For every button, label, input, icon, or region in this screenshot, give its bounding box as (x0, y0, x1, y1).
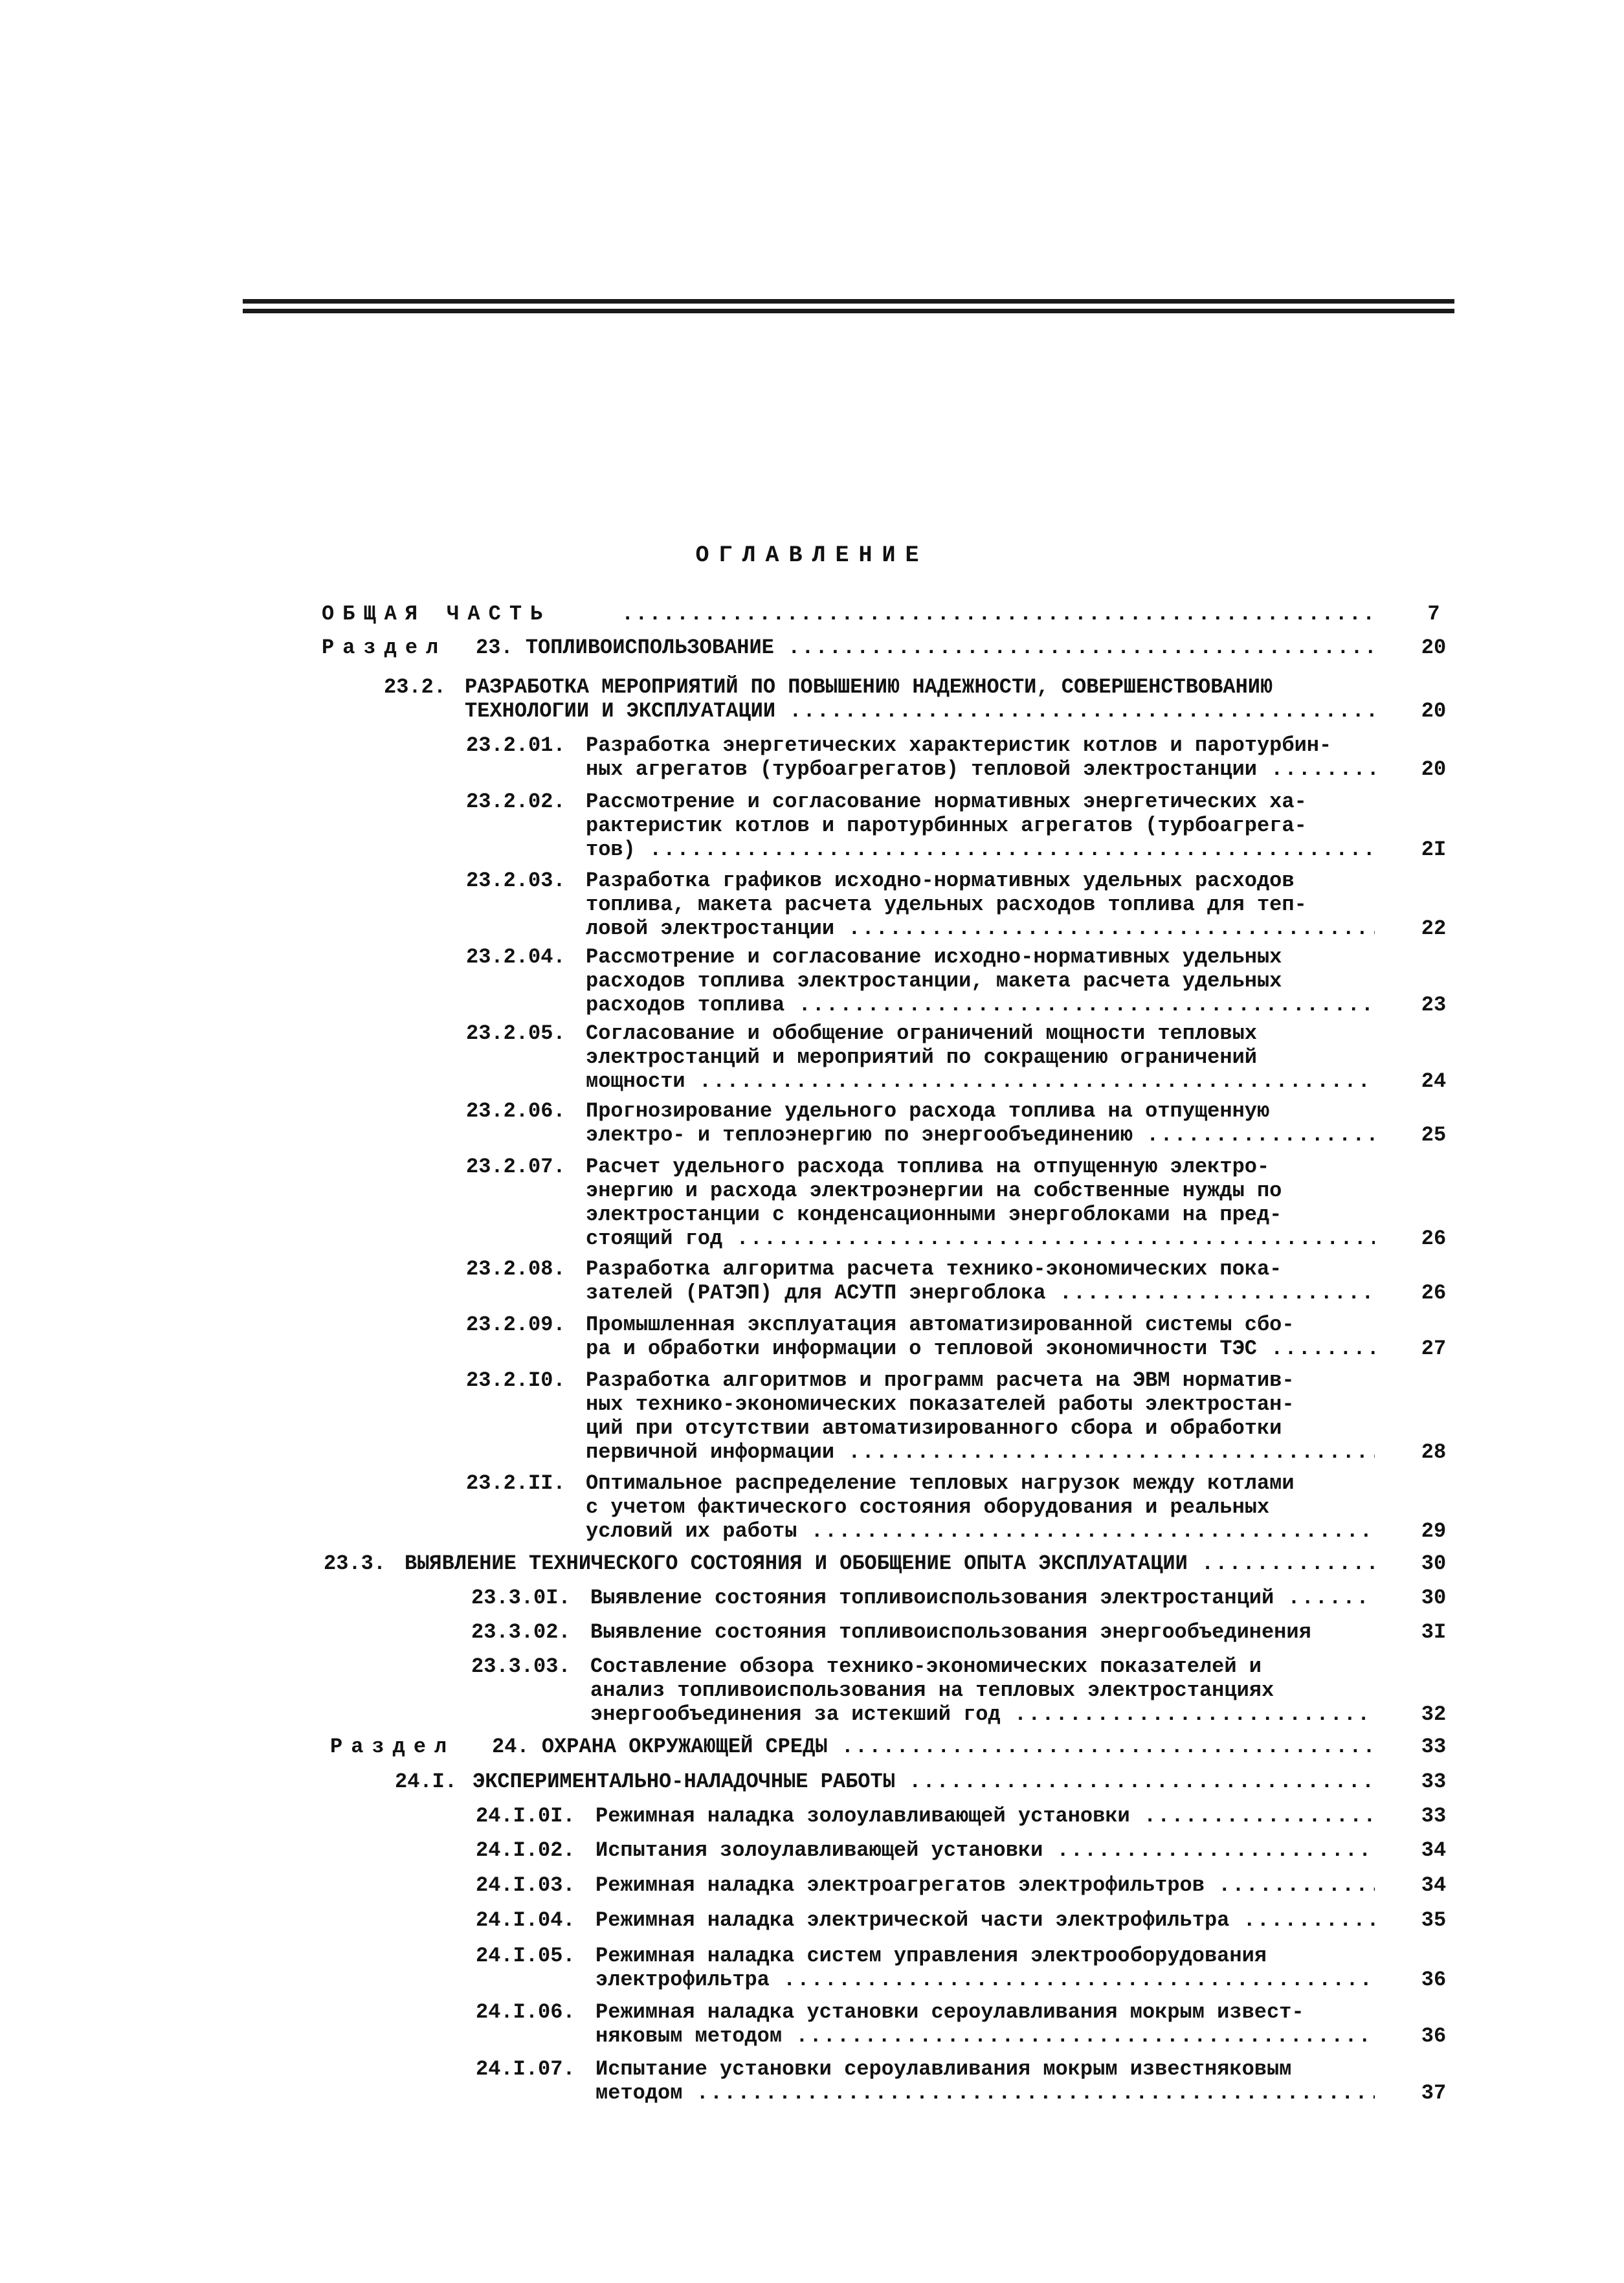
entry-page: 20 (1421, 699, 1447, 723)
entry-number: 23.2.06. (466, 1099, 566, 1123)
entry-page: 7 (1427, 602, 1440, 626)
entry-line: ЭКСПЕРИМЕНТАЛЬНО-НАЛАДОЧНЫЕ РАБОТЫ ..... (473, 1770, 1375, 1794)
entry-line: зателей (РАТЭП) для АСУТП энергоблока ..... (586, 1281, 1375, 1305)
entry-number: 23.2.II. (466, 1471, 566, 1495)
entry-number: 24.I.02. (476, 1838, 575, 1862)
entry-line: ных технико-экономических показателей работы электростан- (586, 1392, 1295, 1416)
entry-page: 26 (1421, 1227, 1447, 1251)
entry-line: расходов топлива ..... (586, 993, 1375, 1017)
entry-page: 36 (1421, 2024, 1447, 2048)
entry-line: Составление обзора технико-экономических показателей и (590, 1654, 1262, 1678)
entry-number: 23.2.I0. (466, 1368, 566, 1392)
toc-entry-23-3-03[interactable] (0, 1654, 1624, 1726)
entry-line: электростанций и мероприятий по сокращению ограничений (586, 1045, 1257, 1069)
entry-line: Согласование и обобщение ограничений мощности тепловых (586, 1021, 1257, 1045)
entry-line: Испытания золоулавливающей установки ..... (595, 1838, 1375, 1862)
entry-line: ра и обработки информации о тепловой экономичности ТЭС ..... (586, 1337, 1375, 1361)
entry-page: 33 (1421, 1804, 1447, 1828)
entry-line: электростанции с конденсационными энергоблоками на пред- (586, 1203, 1282, 1227)
entry-page: 20 (1421, 757, 1447, 781)
toc-entry-23-2-04[interactable] (0, 945, 1624, 1017)
top-rule-upper (243, 299, 1454, 304)
entry-line: ных агрегатов (турбоагрегатов) тепловой электростанции ..... (586, 757, 1375, 781)
entry-line: энергию и расхода электроэнергии на собственные нужды по (586, 1179, 1282, 1203)
entry-number: 24.I.04. (476, 1908, 575, 1932)
entry-line: Режимная наладка систем управления электрооборудования (595, 1944, 1267, 1968)
entry-page: 2I (1421, 838, 1447, 862)
entry-line: энергообъединения за истекший год ..... (590, 1702, 1375, 1726)
toc-entry-24-1-07[interactable] (0, 2057, 1624, 2105)
toc-entry-23-2-02[interactable] (0, 790, 1624, 862)
toc-entry-23-2-06[interactable] (0, 1099, 1624, 1147)
entry-number: 23.2.05. (466, 1021, 566, 1045)
entry-number: 23.2. (384, 675, 447, 699)
entry-page: 34 (1421, 1838, 1447, 1862)
entry-line: электрофильтра ..... (595, 1968, 1375, 1992)
entry-line: стоящий год ..... (586, 1227, 1375, 1251)
toc-entry-23-2-05[interactable] (0, 1021, 1624, 1093)
entry-line: Оптимальное распределение тепловых нагрузок между котлами (586, 1471, 1295, 1495)
toc-entry-23-2-08[interactable] (0, 1257, 1624, 1305)
entry-line: Разработка графиков исходно-нормативных удельных расходов (586, 869, 1295, 893)
entry-number: 23.2.07. (466, 1155, 566, 1179)
entry-number: 23.3. (324, 1552, 386, 1576)
entry-number: 23.2.02. (466, 790, 566, 814)
entry-line: Режимная наладка электрической части электрофильтра ..... (595, 1908, 1375, 1932)
toc-entry-23-2-03[interactable] (0, 869, 1624, 941)
toc-entry-23-3[interactable] (0, 1552, 1624, 1576)
entry-line: 23. ТОПЛИВОИСПОЛЬЗОВАНИЕ ..... (476, 636, 1375, 660)
entry-line: тов) ..... (586, 838, 1375, 862)
entry-line: ВЫЯВЛЕНИЕ ТЕХНИЧЕСКОГО СОСТОЯНИЯ И ОБОБЩЕНИЕ ОПЫТА ЭКСПЛУАТАЦИИ ..... (405, 1552, 1375, 1576)
toc-entry-23-2-10[interactable] (0, 1368, 1624, 1464)
entry-number: 24.I.05. (476, 1944, 575, 1968)
toc-entry-23-2-11[interactable] (0, 1471, 1624, 1543)
entry-number: 23.3.02. (471, 1620, 571, 1644)
entry-page: 30 (1421, 1586, 1447, 1610)
toc-entry-section-23[interactable] (0, 636, 1624, 660)
entry-page: 35 (1421, 1908, 1447, 1932)
entry-line: РАЗРАБОТКА МЕРОПРИЯТИЙ ПО ПОВЫШЕНИЮ НАДЕЖНОСТИ, СОВЕРШЕНСТВОВАНИЮ (465, 675, 1273, 699)
entry-page: 32 (1421, 1702, 1447, 1726)
toc-entry-23-2-01[interactable] (0, 733, 1624, 781)
entry-page: 37 (1421, 2081, 1447, 2105)
toc-entry-23-2[interactable] (0, 675, 1624, 723)
entry-line: с учетом фактического состояния оборудования и реальных (586, 1495, 1270, 1519)
entry-line: Промышленная эксплуатация автоматизированной системы сбо- (586, 1313, 1295, 1337)
entry-page: 25 (1421, 1123, 1447, 1147)
entry-number: Раздел (322, 636, 447, 660)
toc-entry-24-1-03[interactable] (0, 1873, 1624, 1897)
entry-line: Прогнозирование удельного расхода топлива на отпущенную (586, 1099, 1270, 1123)
toc-entry-general[interactable] (0, 602, 1624, 626)
entry-line: Режимная наладка электроагрегатов электрофильтров ..... (595, 1873, 1375, 1897)
entry-number: 23.2.03. (466, 869, 566, 893)
toc-entry-24-1-04[interactable] (0, 1908, 1624, 1932)
entry-number: 24.I.03. (476, 1873, 575, 1897)
entry-line: Режимная наладка установки сероулавливания мокрым извест- (595, 2000, 1304, 2024)
entry-line: 24. ОХРАНА ОКРУЖАЮЩЕЙ СРЕДЫ ..... (492, 1735, 1375, 1759)
toc-entry-24-1-05[interactable] (0, 1944, 1624, 1992)
entry-number: 23.2.01. (466, 733, 566, 757)
entry-page: 27 (1421, 1337, 1447, 1361)
entry-line: ловой электростанции ..... (586, 917, 1375, 941)
entry-line: Испытание установки сероулавливания мокрым известняковым (595, 2057, 1292, 2081)
entry-line: топлива, макета расчета удельных расходов топлива для теп- (586, 893, 1307, 917)
entry-number: 23.2.09. (466, 1313, 566, 1337)
entry-line: мощности ..... (586, 1069, 1375, 1093)
entry-page: 3I (1421, 1620, 1447, 1644)
toc-entry-23-2-07[interactable] (0, 1155, 1624, 1251)
page-title: ОГЛАВЛЕНИЕ (695, 542, 929, 568)
entry-line: Выявление состояния топливоиспользования энергообъединения (590, 1620, 1311, 1644)
toc-entry-23-3-02[interactable] (0, 1620, 1624, 1644)
toc-entry-24-1-02[interactable] (0, 1838, 1624, 1862)
entry-page: 33 (1421, 1770, 1447, 1794)
entry-number: Раздел (330, 1735, 456, 1759)
entry-page: 23 (1421, 993, 1447, 1017)
entry-line: электро- и теплоэнергию по энергообъединению ..... (586, 1123, 1375, 1147)
entry-page: 36 (1421, 1968, 1447, 1992)
entry-page: 34 (1421, 1873, 1447, 1897)
entry-number: 24.I.06. (476, 2000, 575, 2024)
entry-line: рактеристик котлов и паротурбинных агрегатов (турбоагрега- (586, 814, 1307, 838)
entry-line: условий их работы ..... (586, 1519, 1375, 1543)
entry-page: 24 (1421, 1069, 1447, 1093)
top-rule-lower (243, 309, 1454, 313)
entry-number: 24.I.07. (476, 2057, 575, 2081)
entry-page: 26 (1421, 1281, 1447, 1305)
entry-page: 29 (1421, 1519, 1447, 1543)
entry-page: 33 (1421, 1735, 1447, 1759)
entry-line: ций при отсутствии автоматизированного сбора и обработки (586, 1416, 1282, 1440)
entry-line (621, 602, 1375, 626)
toc-entry-section-24[interactable] (0, 1735, 1624, 1759)
entry-line: ТЕХНОЛОГИИ И ЭКСПЛУАТАЦИИ ..... (465, 699, 1375, 723)
entry-line: Разработка энергетических характеристик котлов и паротурбин- (586, 733, 1332, 757)
entry-page: 28 (1421, 1440, 1447, 1464)
entry-number: 23.2.08. (466, 1257, 566, 1281)
toc-entry-23-3-01[interactable] (0, 1586, 1624, 1610)
entry-line: Рассмотрение и согласование нормативных энергетических ха- (586, 790, 1307, 814)
entry-page: 30 (1421, 1552, 1447, 1576)
entry-number: ОБЩАЯ ЧАСТЬ (322, 602, 551, 626)
entry-number: 24.I.0I. (476, 1804, 575, 1828)
entry-line: Расчет удельного расхода топлива на отпущенную электро- (586, 1155, 1270, 1179)
entry-line: Рассмотрение и согласование исходно-нормативных удельных (586, 945, 1282, 969)
entry-line: Выявление состояния топливоиспользования электростанций ..... (590, 1586, 1375, 1610)
entry-line: методом ..... (595, 2081, 1375, 2105)
entry-number: 23.3.0I. (471, 1586, 571, 1610)
entry-line: Разработка алгоритма расчета технико-экономических пока- (586, 1257, 1282, 1281)
entry-page: 20 (1421, 636, 1447, 660)
entry-number: 23.2.04. (466, 945, 566, 969)
entry-line: няковым методом ..... (595, 2024, 1375, 2048)
toc-entry-23-2-09[interactable] (0, 1313, 1624, 1361)
entry-number: 23.3.03. (471, 1654, 571, 1678)
entry-number: 24.I. (395, 1770, 458, 1794)
toc-entry-24-1-06[interactable] (0, 2000, 1624, 2048)
toc-entry-24-1[interactable] (0, 1770, 1624, 1794)
entry-line: первичной информации ..... (586, 1440, 1375, 1464)
entry-line: расходов топлива электростанции, макета расчета удельных (586, 969, 1282, 993)
entry-line: Режимная наладка золоулавливающей установки ..... (595, 1804, 1375, 1828)
entry-page: 22 (1421, 917, 1447, 941)
entry-line: Разработка алгоритмов и программ расчета на ЭВМ норматив- (586, 1368, 1295, 1392)
entry-line: анализ топливоиспользования на тепловых электростанциях (590, 1678, 1274, 1702)
toc-entry-24-1-01[interactable] (0, 1804, 1624, 1828)
